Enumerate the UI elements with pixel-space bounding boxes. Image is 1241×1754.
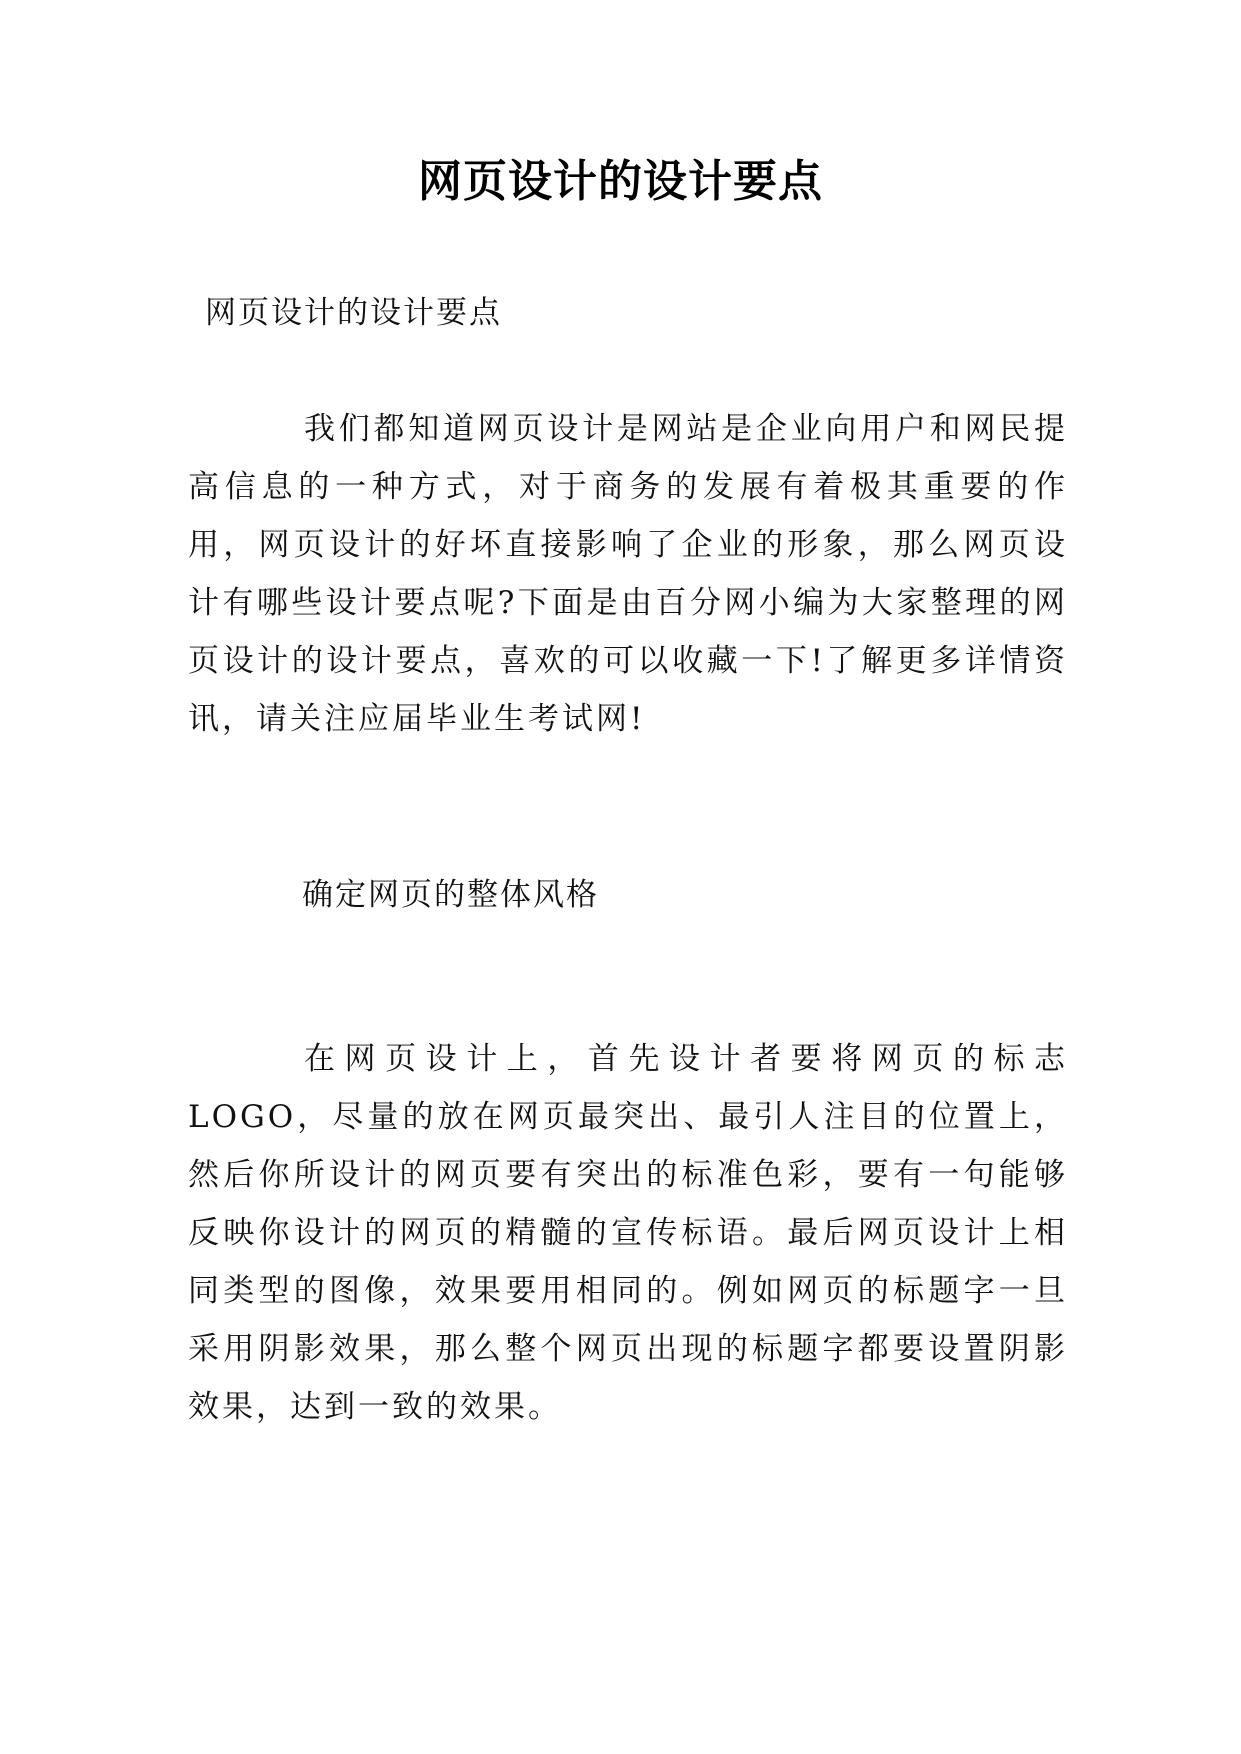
- intro-paragraph: 我们都知道网页设计是网站是企业向用户和网民提高信息的一种方式，对于商务的发展有着极其重要的作用，网页设计的好坏直接影响了企业的形象，那么网页设计有哪些设计要点呢?下面是由百分网小编为大家整理的网页设计的设计要点，喜欢的可以收藏一下!了解更多详情资讯，请关注应届毕业生考试网!: [188, 411, 1068, 737]
- document-title: 网页设计的设计要点: [418, 156, 823, 207]
- document-subheading: 网页设计的设计要点: [205, 295, 502, 331]
- section-heading: 确定网页的整体风格: [302, 877, 599, 913]
- section-paragraph: 在网页设计上，首先设计者要将网页的标志LOGO，尽量的放在网页最突出、最引人注目的位置上，然后你所设计的网页要有突出的标准色彩，要有一句能够反映你设计的网页的精髓的宣传标语。最后网页设计上相同类型的图像，效果要用相同的。例如网页的标题字一旦采用阴影效果，那么整个网页出现的标题字都要设置阴影效果，达到一致的效果。: [188, 1041, 1068, 1425]
